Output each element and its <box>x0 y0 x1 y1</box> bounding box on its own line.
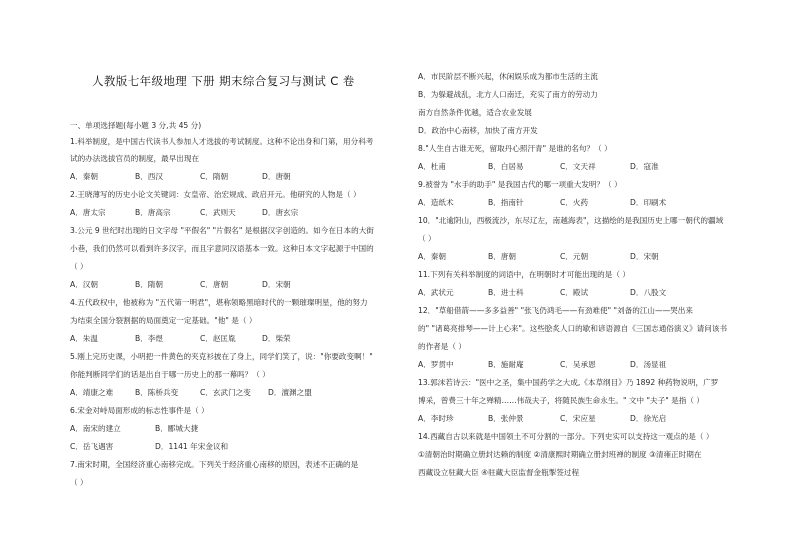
q12-option-a: A．罗贯中 <box>418 360 454 369</box>
q3-option-b: B．隋朝 <box>135 280 163 289</box>
q9-option-c: C．火药 <box>560 198 589 207</box>
q4-option-c: C．赵匡胤 <box>200 334 236 343</box>
q14-text: 14.西藏自古以来就是中国领土不可分割的一部分。下列史实可以支持这一观点的是（ ） <box>418 432 714 441</box>
q14-text: 西藏设立驻藏大臣 ④驻藏大臣监督金瓶掣签过程 <box>418 468 580 477</box>
q1-option-d: D．唐朝 <box>262 172 291 181</box>
q8-text: 8."人生自古谁无死，留取丹心照汗青" 是谁的名句？（ ） <box>418 144 612 153</box>
q4-option-b: B．李煜 <box>135 334 163 343</box>
q4-text: 为结束全国分裂割据的局面奠定一定基础。"他" 是（ ） <box>70 316 257 325</box>
section-heading: 一、单项选择题(每小题 3 分,共 45 分) <box>70 121 202 130</box>
q9-text: 9.被誉为 "水手的助手" 是我国古代的哪一项重大发明？（ ） <box>418 180 622 189</box>
page-title: 人教版七年级地理 下册 期末综合复习与测试 C 卷 <box>92 74 355 88</box>
q1-option-b: B．西汉 <box>135 172 163 181</box>
q5-option-a: A．靖康之难 <box>70 388 114 397</box>
q5-text: 5.刚上完历史课，小明把一件黄色的夹克衫披在了身上，同学们笑了，说："你要政变啊！" <box>70 352 373 361</box>
q13-option-c: C．宋应星 <box>560 414 596 423</box>
q8-option-c: C．文天祥 <box>560 162 596 171</box>
q1-option-c: C．隋朝 <box>200 172 229 181</box>
q3-text: 3.公元 9 世纪时出现的日文字母 "平假名" "片假名" 是根据汉字创造的。如今在日本的大街 <box>70 226 374 235</box>
q2-option-c: C．武则天 <box>200 208 236 217</box>
q13-text: 博采，曾费三十年之殚精……伟哉夫子，将随民族生命永生。" 文中 "夫子" 是指（ ） <box>418 396 704 405</box>
q7-option-c: 南方自然条件优越，适合农业发展 <box>418 108 532 117</box>
q9-option-d: D．印刷术 <box>630 198 667 207</box>
q12-text: 的作者是（ ） <box>418 342 466 351</box>
q6-option-a: A．南宋的建立 <box>70 424 121 433</box>
q1-option-a: A．秦朝 <box>70 172 98 181</box>
q11-option-c: C．殿试 <box>560 288 589 297</box>
q13-option-d: D．徐光启 <box>630 414 667 423</box>
q3-option-d: D．宋朝 <box>262 280 291 289</box>
q6-option-c: C．岳飞遇害 <box>70 442 114 451</box>
q7-option-a: A．市民阶层不断兴起，休闲娱乐成为都市生活的主流 <box>418 72 598 81</box>
q2-option-a: A．唐太宗 <box>70 208 106 217</box>
q5-text: 你能判断同学们的话是出自于哪一历史上的那一幕吗？（ ） <box>70 370 270 379</box>
q8-option-a: A．杜甫 <box>418 162 446 171</box>
q7-text: 7.南宋时期，全国经济重心南移完成。下列关于经济重心南移的原因，表述不正确的是 <box>70 460 359 469</box>
q3-option-a: A．汉朝 <box>70 280 98 289</box>
q1-text: 1.科举制度，是中国古代读书人参加人才选拔的考试制度。这种不论出身和门第，用分科考 <box>70 137 374 146</box>
q4-option-d: D．柴荣 <box>262 334 291 343</box>
q5-option-b: B．陈桥兵变 <box>135 388 179 397</box>
q9-option-a: A．造纸术 <box>418 198 454 207</box>
q4-text: 4.五代政权中，他被称为 "五代第一明君"，堪称领略黑暗时代的一颗璀璨明星，他的努力 <box>70 298 368 307</box>
q1-text: 试的办法选拔官员的制度，最早出现在 <box>70 154 200 163</box>
q13-option-a: A．李时珍 <box>418 414 454 423</box>
q2-text: 2.王晓薄写的历史小论文关键词：女皇帝、治宏规成、政启开元。他研究的人物是（ ） <box>70 190 361 199</box>
q6-text: 6.宋金对峙局面形成的标志性事件是（ ） <box>70 406 209 415</box>
q11-text: 11.下列有关科举制度的词语中，在明朝时才可能出现的是（ ） <box>418 270 630 279</box>
q12-text: 12．"草船借箭——多多益善" "张飞仍鸿毛——有劲难使" "刘备的江山——哭出来 <box>418 306 693 315</box>
q11-option-d: D．八股文 <box>630 288 667 297</box>
q2-option-b: B．唐高宗 <box>135 208 171 217</box>
q2-option-d: D．唐玄宗 <box>262 208 299 217</box>
q3-text: 小巷，我们仍然可以看到许多汉字，而且字意同汉语基本一致。这种日本文字起源于中国的 <box>70 244 374 253</box>
q9-option-b: B．指南针 <box>488 198 524 207</box>
q12-option-d: D．汤显祖 <box>630 360 667 369</box>
q10-option-d: D．宋朝 <box>630 252 659 261</box>
q3-text: （ ） <box>70 262 88 271</box>
q8-option-b: B．白居易 <box>488 162 524 171</box>
q10-option-a: A．秦朝 <box>418 252 446 261</box>
q6-option-d: D．1141 年宋金议和 <box>155 442 229 451</box>
q10-option-c: C．元朝 <box>560 252 589 261</box>
q11-option-a: A．武状元 <box>418 288 454 297</box>
q10-text: 10．"北逾阴山，西极流沙，东尽辽左，南越海表"，这描绘的是我国历史上哪一朝代的疆域 <box>418 216 724 225</box>
q5-option-c: C．玄武门之变 <box>200 388 251 397</box>
q10-option-b: B．唐朝 <box>488 252 516 261</box>
q6-option-b: B．郾城大捷 <box>155 424 199 433</box>
q12-option-b: B．施耐庵 <box>488 360 524 369</box>
q14-text: ①清朝治时期确立册封达赖的制度 ②清康熙时期确立册封班禅的制度 ③清雍正时期在 <box>418 450 702 459</box>
q13-option-b: B．张仲景 <box>488 414 524 423</box>
q10-text: （ ） <box>418 234 436 243</box>
q7-text: （ ） <box>70 478 88 487</box>
q3-option-c: C．唐朝 <box>200 280 229 289</box>
q8-option-d: D．寇准 <box>630 162 659 171</box>
q13-text: 13.郭沫若诗云："医中之圣，集中国药学之大成,《本草纲目》乃 1892 种药物说明，广罗 <box>418 378 719 387</box>
q12-option-c: C．吴承恩 <box>560 360 596 369</box>
q7-option-d: D．政治中心南移，加快了南方开发 <box>418 126 538 135</box>
q5-option-d: D．澶渊之盟 <box>268 388 312 397</box>
q11-option-b: B．进士科 <box>488 288 524 297</box>
q4-option-a: A．朱温 <box>70 334 98 343</box>
q12-text: 的" "诸葛亮排琴——计上心来"。这些脍炙人口的歇和谚语源自《三国志通俗演义》请问该书 <box>418 324 728 333</box>
q7-option-b: B．为躲避战乱，北方人口南迁，充实了南方的劳动力 <box>418 90 598 99</box>
